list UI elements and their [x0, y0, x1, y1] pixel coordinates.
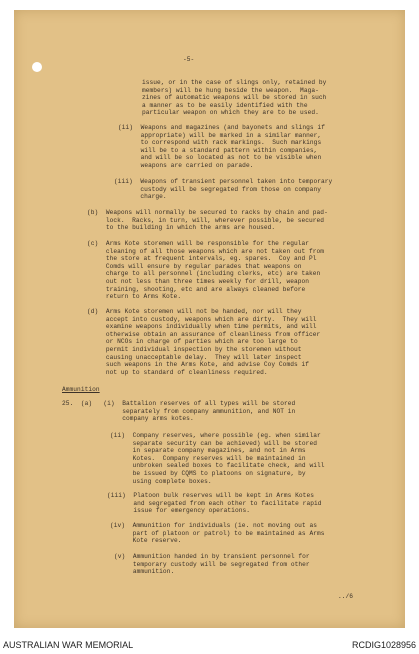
- text-line: company arms kotes.: [62, 415, 194, 423]
- text-line: otherwise obtain an assurance of cleanliness from officer: [87, 330, 321, 338]
- text-line: (v) Ammunition handed in by transient personnel for: [114, 553, 310, 560]
- text-block: [87, 209, 328, 232]
- text-line: members) will be hung beside the weapon. Maga-: [142, 86, 319, 94]
- text-line: in separate company magazines, and not in Arms: [110, 447, 306, 455]
- text-line: (iv) Ammunition for individuals (ie. not moving out as: [110, 522, 317, 529]
- text-block: [110, 432, 325, 485]
- archive-reference: RCDIG1028956: [351, 640, 416, 650]
- section-heading: [62, 386, 100, 394]
- text-line: part of platoon or patrol) to be maintained as Arms: [110, 529, 325, 537]
- text-line: will be to a standard pattern within companies,: [118, 146, 318, 154]
- text-block: [142, 79, 326, 117]
- text-line: the store at frequent intervals, eg. spares. Coy and Pl: [87, 255, 317, 263]
- text-line: such weapons in the Arms Kote, and advise Coy Comds if: [87, 361, 310, 369]
- text-line: accept into custody, weapons which are dirty. They will: [87, 315, 317, 323]
- text-line: or NCOs in charge of parties which are too large to: [87, 338, 298, 346]
- text-line: causing unacceptable delay. They will later inspect: [87, 353, 302, 361]
- text-block: [118, 124, 325, 170]
- text-block: [62, 400, 295, 423]
- text-line: (iii) Weapons of transient personnel taken into temporary: [114, 178, 333, 185]
- text-line: issue for emergency operations.: [107, 507, 250, 515]
- text-line: (b) Weapons will normally be secured to racks by chain and pad-: [87, 209, 328, 216]
- text-line: (d) Arms Kote storemen will not be handed, nor will they: [87, 308, 302, 315]
- text-line: appropriate) will be marked in a similar manner,: [118, 131, 322, 139]
- text-line: charge.: [114, 193, 167, 201]
- text-line: permit individual inspection by the storemen without: [87, 345, 302, 353]
- archive-name: AUSTRALIAN WAR MEMORIAL: [3, 640, 134, 650]
- text-line: separately from company ammunition, and NOT in: [62, 407, 296, 415]
- text-line: weapons are carried on parade.: [118, 161, 254, 169]
- text-line: not up to standard of cleanliness required.: [87, 368, 268, 376]
- text-line: Comds will ensure by regular parades that weapons on: [87, 262, 302, 270]
- text-line: Kote reserve.: [110, 537, 182, 545]
- text-line: ammunition.: [114, 568, 175, 576]
- text-line: custody will be segregated from those on company: [114, 185, 321, 193]
- text-line: be issued by CQMS to platoons on signature, by: [110, 469, 306, 477]
- punch-hole: [32, 62, 42, 72]
- text-line: and will be so located as not to be visible when: [118, 154, 322, 162]
- text-line: temporary custody will be segregated from other: [114, 560, 310, 568]
- text-line: 25. (a) (i) Battalion reserves of all types will be stored: [62, 400, 296, 407]
- text-line: to the building in which the arms are housed.: [87, 224, 276, 232]
- archive-footer: [0, 628, 419, 654]
- text-block: [114, 553, 310, 576]
- text-line: a manner as to be easily identified with the: [142, 101, 308, 109]
- text-line: Kotes. Company reserves will be maintained in: [110, 454, 306, 462]
- page-number: -5-: [183, 56, 195, 63]
- text-line: zines of automatic weapons will be stored in such: [142, 94, 327, 102]
- text-line: charge to all personnel (including clerks, etc) are taken: [87, 270, 321, 278]
- text-line: using complete boxes.: [110, 477, 212, 485]
- text-line: out not less than three times weekly for drill, weapon: [87, 277, 310, 285]
- text-line: (c) Arms Kote storemen will be responsible for the regular: [87, 240, 310, 247]
- text-block: [87, 308, 320, 376]
- text-line: Ammunition: [62, 386, 100, 393]
- text-line: unbroken sealed boxes to facilitate check, and will: [110, 462, 325, 470]
- text-line: (iii) Platoon bulk reserves will be kept in Arms Kotes: [107, 492, 314, 499]
- text-line: (ii) Company reserves, where possible (eg. when similar: [110, 432, 321, 439]
- text-line: training, shooting, etc and are always cleaned before: [87, 285, 306, 293]
- text-block: [114, 178, 332, 201]
- text-line: lock. Racks, in turn, will, wherever possible, be secured: [87, 216, 325, 224]
- text-line: to correspond with rack markings. Such markings: [118, 139, 322, 147]
- text-line: ../6: [338, 593, 354, 600]
- text-line: cleaning of all those weapons which are not taken out from: [87, 247, 325, 255]
- text-line: issue, or in the case of slings only, retained by: [142, 79, 327, 86]
- text-line: separate security can be achieved) will be stored: [110, 439, 317, 447]
- text-line: and segregated from each other to facilitate rapid: [107, 499, 322, 507]
- text-line: examine weapons individually when time permits, and will: [87, 323, 317, 331]
- text-block: [110, 522, 325, 545]
- text-line: return to Arms Kote.: [87, 293, 182, 301]
- text-block: [87, 240, 324, 301]
- text-block: [338, 593, 353, 601]
- text-line: (ii) Weapons and magazines (and bayonets and slings if: [118, 124, 325, 131]
- text-line: particular weapon on which they are to be used.: [142, 109, 319, 117]
- text-block: [107, 492, 322, 515]
